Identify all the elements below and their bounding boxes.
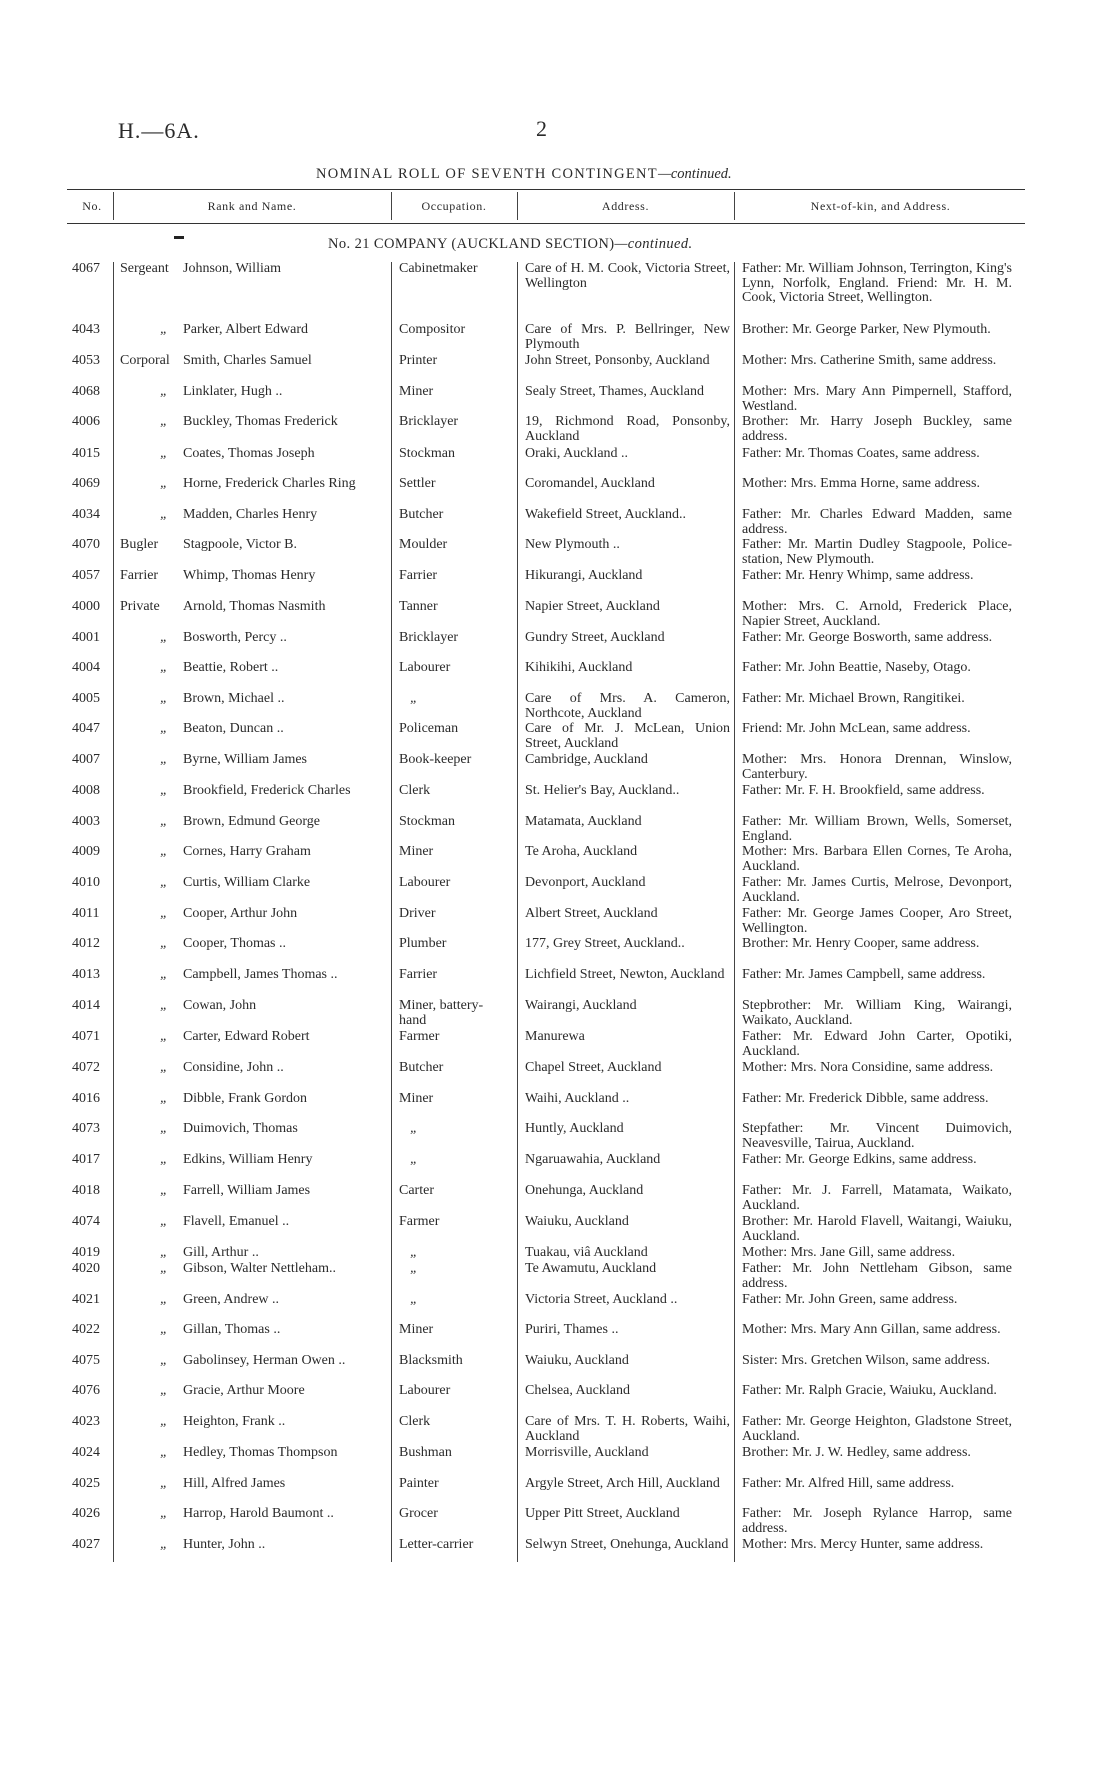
row-number: 4018: [72, 1183, 100, 1198]
row-next-of-kin: Mother: Mrs. Mercy Hunter, same address.: [742, 1537, 984, 1552]
section-heading: [328, 236, 693, 253]
row-address: Albert Street, Auckland: [525, 906, 658, 921]
row-name: Considine, John ..: [183, 1060, 284, 1075]
row-next-of-kin: Mother: Mrs. Nora Considine, same address.: [742, 1060, 994, 1075]
row-name: Gibson, Walter Nettleham..: [183, 1261, 336, 1276]
row-name: Farrell, William James: [183, 1183, 311, 1198]
row-name: Hedley, Thomas Thompson: [183, 1445, 338, 1460]
row-rank: „: [160, 1183, 168, 1198]
row-occupation: Moulder: [399, 537, 448, 552]
row-occupation: „: [410, 1152, 418, 1167]
row-number: 4071: [72, 1029, 100, 1044]
row-next-of-kin: Father: Mr. Henry Whimp, same address.: [742, 568, 974, 583]
row-next-of-kin: Father: Mr. George Heighton, Gladstone Street, Auckland.: [742, 1414, 1012, 1444]
row-next-of-kin: Mother: Mrs. Mary Ann Gillan, same address.: [742, 1322, 1001, 1337]
row-occupation: Labourer: [399, 875, 451, 890]
row-next-of-kin: Mother: Mrs. Catherine Smith, same address.: [742, 353, 997, 368]
column-divider: [734, 192, 735, 220]
row-name: Gill, Arthur ..: [183, 1245, 259, 1260]
row-address: Manurewa: [525, 1029, 585, 1044]
body-divider: [517, 262, 518, 1562]
row-occupation: Bricklayer: [399, 414, 459, 429]
row-next-of-kin: Father: Mr. J. Farrell, Matamata, Waikato, Auckland.: [742, 1183, 1012, 1213]
row-occupation: Miner: [399, 384, 434, 399]
row-occupation: Farmer: [399, 1029, 440, 1044]
row-occupation: „: [410, 691, 418, 706]
row-number: 4043: [72, 322, 100, 337]
row-next-of-kin: Brother: Mr. J. W. Hedley, same address.: [742, 1445, 971, 1460]
row-occupation: Plumber: [399, 936, 447, 951]
row-address: Hikurangi, Auckland: [525, 568, 643, 583]
row-next-of-kin: Father: Mr. James Campbell, same address.: [742, 967, 986, 982]
row-next-of-kin: Father: Mr. George Bosworth, same address.: [742, 630, 993, 645]
row-name: Heighton, Frank ..: [183, 1414, 286, 1429]
row-occupation: Stockman: [399, 814, 455, 829]
row-rank: „: [160, 446, 168, 461]
row-name: Campbell, James Thomas ..: [183, 967, 338, 982]
row-rank: „: [160, 1029, 168, 1044]
row-rank: „: [160, 630, 168, 645]
row-rank: „: [160, 844, 168, 859]
row-occupation: Stockman: [399, 446, 455, 461]
row-address: Te Awamutu, Auckland: [525, 1261, 657, 1276]
row-rank: „: [160, 1261, 168, 1276]
row-number: 4025: [72, 1476, 100, 1491]
row-occupation: Farrier: [399, 568, 438, 583]
row-rank: „: [160, 998, 168, 1013]
row-name: Byrne, William James: [183, 752, 307, 767]
row-next-of-kin: Father: Mr. Joseph Rylance Harrop, same address.: [742, 1506, 1012, 1536]
row-number: 4070: [72, 537, 100, 552]
row-next-of-kin: Father: Mr. Alfred Hill, same address.: [742, 1476, 955, 1491]
column-header-no: No.: [82, 199, 102, 213]
row-next-of-kin: Brother: Mr. Henry Cooper, same address.: [742, 936, 980, 951]
row-number: 4021: [72, 1292, 100, 1307]
row-occupation: Butcher: [399, 507, 444, 522]
row-name: Brown, Michael ..: [183, 691, 285, 706]
row-rank: „: [160, 1383, 168, 1398]
title-text: NOMINAL ROLL OF SEVENTH CONTINGENT: [316, 166, 658, 182]
row-name: Gabolinsey, Herman Owen ..: [183, 1353, 346, 1368]
row-rank: „: [160, 1506, 168, 1521]
row-next-of-kin: Brother: Mr. Harry Joseph Buckley, same address.: [742, 414, 1012, 444]
row-rank: „: [160, 507, 168, 522]
row-address: Huntly, Auckland: [525, 1121, 624, 1136]
row-name: Cooper, Thomas ..: [183, 936, 287, 951]
row-number: 4014: [72, 998, 100, 1013]
row-occupation: Farmer: [399, 1214, 440, 1229]
row-occupation: Butcher: [399, 1060, 444, 1075]
row-occupation: Miner, battery-hand: [399, 998, 484, 1028]
row-next-of-kin: Father: Mr. John Beattie, Naseby, Otago.: [742, 660, 971, 675]
row-address: John Street, Ponsonby, Auckland: [525, 353, 710, 368]
column-header-occupation: Occupation.: [421, 199, 487, 213]
row-number: 4017: [72, 1152, 100, 1167]
row-rank: „: [160, 936, 168, 951]
row-number: 4075: [72, 1353, 100, 1368]
row-address: Lichfield Street, Newton, Auckland: [525, 967, 725, 982]
row-number: 4015: [72, 446, 100, 461]
row-next-of-kin: Mother: Mrs. C. Arnold, Frederick Place, Napier Street, Auckland.: [742, 599, 1012, 629]
row-name: Stagpoole, Victor B.: [183, 537, 298, 552]
row-occupation: Settler: [399, 476, 436, 491]
row-name: Dibble, Frank Gordon: [183, 1091, 308, 1106]
row-address: Care of H. M. Cook, Victoria Street, Wellington: [525, 261, 730, 291]
row-next-of-kin: Stepfather: Mr. Vincent Duimovich, Neavesville, Tairua, Auckland.: [742, 1121, 1012, 1151]
row-name: Green, Andrew ..: [183, 1292, 280, 1307]
row-number: 4009: [72, 844, 100, 859]
row-rank: „: [160, 1121, 168, 1136]
row-rank: „: [160, 414, 168, 429]
row-number: 4027: [72, 1537, 100, 1552]
title-suffix: —continued.: [657, 166, 732, 182]
row-occupation: Painter: [399, 1476, 439, 1491]
row-rank: Farrier: [120, 568, 159, 583]
row-next-of-kin: Father: Mr. Edward John Carter, Opotiki, Auckland.: [742, 1029, 1012, 1059]
row-occupation: Grocer: [399, 1506, 438, 1521]
row-number: 4008: [72, 783, 100, 798]
row-occupation: „: [410, 1292, 418, 1307]
row-address: Care of Mrs. P. Bellringer, New Plymouth: [525, 322, 730, 352]
row-next-of-kin: Father: Mr. Frederick Dibble, same address.: [742, 1091, 989, 1106]
row-next-of-kin: Mother: Mrs. Barbara Ellen Cornes, Te Aroha, Auckland.: [742, 844, 1012, 874]
row-name: Brown, Edmund George: [183, 814, 320, 829]
row-number: 4057: [72, 568, 100, 583]
row-number: 4016: [72, 1091, 100, 1106]
row-name: Brookfield, Frederick Charles: [183, 783, 351, 798]
section-label: No. 21 COMPANY (AUCKLAND SECTION): [328, 236, 615, 252]
row-name: Johnson, William: [183, 261, 281, 276]
row-occupation: Tanner: [399, 599, 438, 614]
row-next-of-kin: Father: Mr. Ralph Gracie, Waiuku, Auckland.: [742, 1383, 997, 1398]
row-rank: „: [160, 1445, 168, 1460]
row-name: Carter, Edward Robert: [183, 1029, 310, 1044]
row-address: Coromandel, Auckland: [525, 476, 655, 491]
row-next-of-kin: Mother: Mrs. Honora Drennan, Winslow, Canterbury.: [742, 752, 1012, 782]
row-next-of-kin: Father: Mr. Charles Edward Madden, same address.: [742, 507, 1012, 537]
row-occupation: „: [410, 1261, 418, 1276]
row-rank: „: [160, 814, 168, 829]
row-address: Devonport, Auckland: [525, 875, 646, 890]
row-rank: „: [160, 1292, 168, 1307]
row-address: Care of Mrs. A. Cameron, Northcote, Auckland: [525, 691, 730, 721]
row-occupation: Book-keeper: [399, 752, 472, 767]
row-rank: „: [160, 691, 168, 706]
row-number: 4012: [72, 936, 100, 951]
row-rank: „: [160, 1476, 168, 1491]
row-number: 4076: [72, 1383, 100, 1398]
row-number: 4010: [72, 875, 100, 890]
row-address: Waihi, Auckland ..: [525, 1091, 630, 1106]
row-name: Cowan, John: [183, 998, 257, 1013]
row-next-of-kin: Brother: Mr. George Parker, New Plymouth.: [742, 322, 991, 337]
row-address: Morrisville, Auckland: [525, 1445, 649, 1460]
row-rank: „: [160, 1537, 168, 1552]
row-occupation: Cabinetmaker: [399, 261, 478, 276]
row-number: 4069: [72, 476, 100, 491]
row-number: 4001: [72, 630, 100, 645]
row-address: Wakefield Street, Auckland..: [525, 507, 686, 522]
row-address: Wairangi, Auckland: [525, 998, 637, 1013]
row-name: Beaton, Duncan ..: [183, 721, 284, 736]
row-rank: „: [160, 1353, 168, 1368]
row-number: 4074: [72, 1214, 100, 1229]
row-name: Flavell, Emanuel ..: [183, 1214, 290, 1229]
row-number: 4024: [72, 1445, 100, 1460]
row-number: 4034: [72, 507, 100, 522]
row-next-of-kin: Mother: Mrs. Emma Horne, same address.: [742, 476, 980, 491]
page-number: 2: [536, 116, 547, 141]
column-header-address: Address.: [601, 199, 650, 213]
row-occupation: Letter-carrier: [399, 1537, 474, 1552]
row-rank: „: [160, 476, 168, 491]
row-name: Gracie, Arthur Moore: [183, 1383, 305, 1398]
row-address: Onehunga, Auckland: [525, 1183, 644, 1198]
row-name: Madden, Charles Henry: [183, 507, 318, 522]
row-number: 4004: [72, 660, 100, 675]
row-address: Matamata, Auckland: [525, 814, 642, 829]
row-name: Cooper, Arthur John: [183, 906, 298, 921]
row-rank: Private: [120, 599, 160, 614]
row-next-of-kin: Father: Mr. John Green, same address.: [742, 1292, 958, 1307]
row-address: New Plymouth ..: [525, 537, 620, 552]
row-next-of-kin: Father: Mr. F. H. Brookfield, same address.: [742, 783, 985, 798]
row-address: Sealy Street, Thames, Auckland: [525, 384, 704, 399]
row-next-of-kin: Father: Mr. Thomas Coates, same address.: [742, 446, 980, 461]
row-rank: „: [160, 660, 168, 675]
row-next-of-kin: Sister: Mrs. Gretchen Wilson, same address.: [742, 1353, 991, 1368]
row-address: Napier Street, Auckland: [525, 599, 660, 614]
row-number: 4000: [72, 599, 100, 614]
section-mark: [174, 236, 184, 239]
row-rank: „: [160, 783, 168, 798]
row-name: Buckley, Thomas Frederick: [183, 414, 338, 429]
body-divider: [734, 262, 735, 1562]
row-number: 4026: [72, 1506, 100, 1521]
row-next-of-kin: Mother: Mrs. Mary Ann Pimpernell, Stafford, Westland.: [742, 384, 1012, 414]
row-next-of-kin: Father: Mr. John Nettleham Gibson, same address.: [742, 1261, 1012, 1291]
row-next-of-kin: Father: Mr. Martin Dudley Stagpoole, Police-station, New Plymouth.: [742, 537, 1012, 567]
row-next-of-kin: Father: Mr. James Curtis, Melrose, Devonport, Auckland.: [742, 875, 1012, 905]
row-number: 4047: [72, 721, 100, 736]
row-number: 4022: [72, 1322, 100, 1337]
row-occupation: „: [410, 1245, 418, 1260]
row-address: Care of Mr. J. McLean, Union Street, Auckland: [525, 721, 730, 751]
row-rank: „: [160, 1060, 168, 1075]
row-address: Kihikihi, Auckland: [525, 660, 633, 675]
row-address: Victoria Street, Auckland ..: [525, 1292, 678, 1307]
row-occupation: Blacksmith: [399, 1353, 463, 1368]
row-number: 4007: [72, 752, 100, 767]
row-rank: „: [160, 322, 168, 337]
row-address: Chelsea, Auckland: [525, 1383, 630, 1398]
row-rank: „: [160, 875, 168, 890]
row-name: Arnold, Thomas Nasmith: [183, 599, 326, 614]
row-address: Care of Mrs. T. H. Roberts, Waihi, Auckland: [525, 1414, 730, 1444]
row-address: Waiuku, Auckland: [525, 1214, 629, 1229]
row-number: 4053: [72, 353, 100, 368]
row-address: Ngaruawahia, Auckland: [525, 1152, 661, 1167]
row-next-of-kin: Father: Mr. William Johnson, Terrington, King's Lynn, Norfolk, England. Friend: Mr. H. M. Cook, Victoria Street, Wellington.: [742, 261, 1012, 305]
row-name: Bosworth, Percy ..: [183, 630, 287, 645]
header-bottom-rule: [67, 223, 1025, 224]
row-number: 4067: [72, 261, 100, 276]
row-number: 4011: [72, 906, 100, 921]
row-rank: Bugler: [120, 537, 159, 552]
row-occupation: Bricklayer: [399, 630, 459, 645]
column-divider: [517, 192, 518, 220]
row-number: 4020: [72, 1261, 100, 1276]
row-number: 4073: [72, 1121, 100, 1136]
row-name: Curtis, William Clarke: [183, 875, 311, 890]
row-address: St. Helier's Bay, Auckland..: [525, 783, 680, 798]
row-next-of-kin: Father: Mr. Michael Brown, Rangitikei.: [742, 691, 965, 706]
row-rank: „: [160, 1414, 168, 1429]
row-name: Hill, Alfred James: [183, 1476, 286, 1491]
row-number: 4068: [72, 384, 100, 399]
row-rank: „: [160, 967, 168, 982]
row-next-of-kin: Brother: Mr. Harold Flavell, Waitangi, Waiuku, Auckland.: [742, 1214, 1012, 1244]
row-next-of-kin: Father: Mr. George Edkins, same address.: [742, 1152, 977, 1167]
page-title: [316, 166, 732, 183]
row-name: Parker, Albert Edward: [183, 322, 309, 337]
row-address: Cambridge, Auckland: [525, 752, 648, 767]
row-name: Edkins, William Henry: [183, 1152, 313, 1167]
column-divider: [113, 192, 114, 220]
row-rank: „: [160, 1322, 168, 1337]
row-occupation: Miner: [399, 1322, 434, 1337]
row-number: 4006: [72, 414, 100, 429]
row-rank: „: [160, 1214, 168, 1229]
row-occupation: Policeman: [399, 721, 459, 736]
row-number: 4072: [72, 1060, 100, 1075]
row-address: Upper Pitt Street, Auckland: [525, 1506, 680, 1521]
row-occupation: Labourer: [399, 1383, 451, 1398]
row-number: 4019: [72, 1245, 100, 1260]
row-name: Beattie, Robert ..: [183, 660, 279, 675]
column-divider: [391, 192, 392, 220]
row-rank: „: [160, 721, 168, 736]
row-address: 177, Grey Street, Auckland..: [525, 936, 685, 951]
row-rank: „: [160, 906, 168, 921]
row-next-of-kin: Father: Mr. William Brown, Wells, Somerset, England.: [742, 814, 1012, 844]
row-name: Whimp, Thomas Henry: [183, 568, 316, 583]
row-occupation: Bushman: [399, 1445, 452, 1460]
row-name: Smith, Charles Samuel: [183, 353, 312, 368]
row-name: Harrop, Harold Baumont ..: [183, 1506, 334, 1521]
row-name: Horne, Frederick Charles Ring: [183, 476, 356, 491]
row-occupation: „: [410, 1121, 418, 1136]
column-header-rank-name: Rank and Name.: [207, 199, 297, 213]
row-occupation: Miner: [399, 844, 434, 859]
row-address: Selwyn Street, Onehunga, Auckland: [525, 1537, 729, 1552]
section-suffix: —continued.: [614, 236, 693, 252]
row-occupation: Clerk: [399, 783, 431, 798]
row-number: 4005: [72, 691, 100, 706]
row-address: Waiuku, Auckland: [525, 1353, 629, 1368]
row-rank: „: [160, 384, 168, 399]
row-occupation: Carter: [399, 1183, 434, 1198]
row-rank: Corporal: [120, 353, 170, 368]
row-name: Cornes, Harry Graham: [183, 844, 311, 859]
row-address: Te Aroha, Auckland: [525, 844, 638, 859]
row-name: Coates, Thomas Joseph: [183, 446, 315, 461]
header-top-rule: [67, 189, 1025, 190]
row-address: Chapel Street, Auckland: [525, 1060, 662, 1075]
row-rank: Sergeant: [120, 261, 169, 276]
row-name: Duimovich, Thomas: [183, 1121, 298, 1136]
row-occupation: Labourer: [399, 660, 451, 675]
row-address: Gundry Street, Auckland: [525, 630, 665, 645]
row-occupation: Farrier: [399, 967, 438, 982]
row-occupation: Compositor: [399, 322, 466, 337]
row-rank: „: [160, 1091, 168, 1106]
row-address: Puriri, Thames ..: [525, 1322, 619, 1337]
row-address: Tuakau, viâ Auckland: [525, 1245, 648, 1260]
row-occupation: Driver: [399, 906, 436, 921]
row-rank: „: [160, 1245, 168, 1260]
row-number: 4023: [72, 1414, 100, 1429]
row-name: Linklater, Hugh ..: [183, 384, 283, 399]
row-address: Argyle Street, Arch Hill, Auckland: [525, 1476, 720, 1491]
row-name: Hunter, John ..: [183, 1537, 266, 1552]
row-address: 19, Richmond Road, Ponsonby, Auckland: [525, 414, 730, 444]
row-next-of-kin: Mother: Mrs. Jane Gill, same address.: [742, 1245, 956, 1260]
row-next-of-kin: Stepbrother: Mr. William King, Wairangi, Waikato, Auckland.: [742, 998, 1012, 1028]
document-code: H.—6A.: [118, 118, 200, 143]
row-next-of-kin: Father: Mr. George James Cooper, Aro Street, Wellington.: [742, 906, 1012, 936]
row-occupation: Printer: [399, 353, 438, 368]
column-header-next-of-kin: Next-of-kin, and Address.: [810, 199, 951, 213]
row-next-of-kin: Friend: Mr. John McLean, same address.: [742, 721, 971, 736]
body-divider: [113, 262, 114, 1562]
row-rank: „: [160, 1152, 168, 1167]
row-number: 4013: [72, 967, 100, 982]
body-divider: [391, 262, 392, 1562]
row-rank: „: [160, 752, 168, 767]
row-occupation: Clerk: [399, 1414, 431, 1429]
row-address: Oraki, Auckland ..: [525, 446, 629, 461]
row-name: Gillan, Thomas ..: [183, 1322, 281, 1337]
row-occupation: Miner: [399, 1091, 434, 1106]
row-number: 4003: [72, 814, 100, 829]
